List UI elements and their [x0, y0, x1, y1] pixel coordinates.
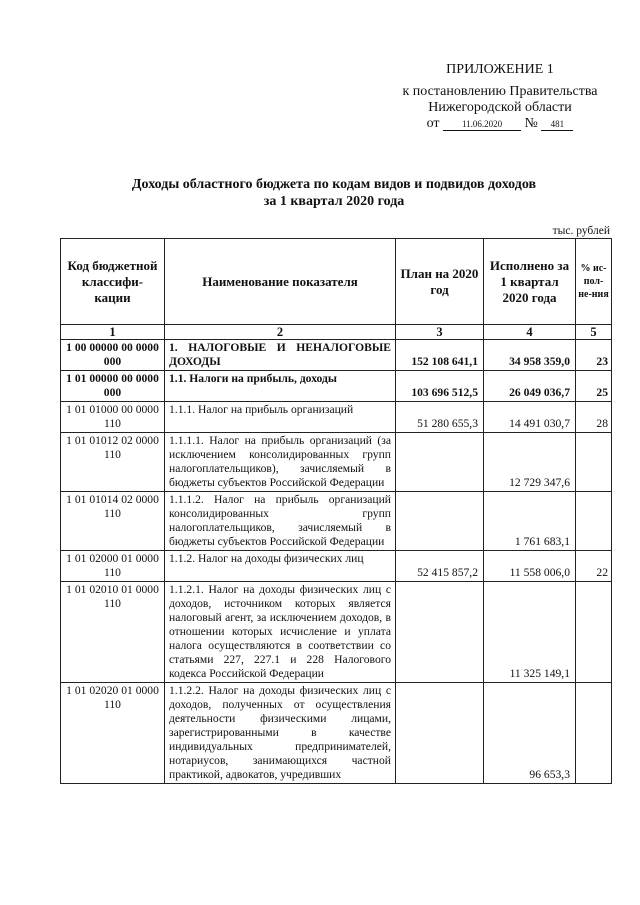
row-pct: 28	[576, 402, 612, 433]
row-exec: 96 653,3	[484, 683, 576, 784]
row-code: 1 01 01012 02 0000 110	[61, 433, 165, 492]
row-code: 1 01 01014 02 0000 110	[61, 492, 165, 551]
header-plan: План на 2020 год	[396, 239, 484, 325]
row-code: 1 00 00000 00 0000 000	[61, 340, 165, 371]
document-title-line1: Доходы областного бюджета по кодам видов и подвидов доходов	[131, 177, 537, 192]
row-name: 1.1.1. Налог на прибыль организаций	[165, 402, 396, 433]
row-name: 1. НАЛОГОВЫЕ И НЕНАЛОГОВЫЕ ДОХОДЫ	[165, 340, 396, 371]
table-row	[61, 402, 612, 433]
row-plan: 152 108 641,1	[396, 340, 484, 371]
row-pct: 25	[576, 371, 612, 402]
date-prefix: от	[426, 116, 440, 131]
row-exec: 11 325 149,1	[484, 582, 576, 683]
revenue-table	[60, 238, 612, 784]
table-row	[61, 683, 612, 784]
row-plan	[396, 433, 484, 492]
table-row	[61, 340, 612, 371]
row-pct: 23	[576, 340, 612, 371]
column-number: 1	[61, 325, 165, 340]
row-pct	[576, 683, 612, 784]
row-name: 1.1.1.2. Налог на прибыль организаций консолидированных групп налогоплательщиков, зачисляемый в бюджеты субъектов Российской Федерации	[165, 492, 396, 551]
row-plan	[396, 492, 484, 551]
row-plan: 51 280 655,3	[396, 402, 484, 433]
table-row	[61, 582, 612, 683]
row-pct: 22	[576, 551, 612, 582]
table-row	[61, 433, 612, 492]
annex-decree-line: к постановлению Правительства	[402, 84, 598, 99]
row-plan	[396, 582, 484, 683]
row-exec: 12 729 347,6	[484, 433, 576, 492]
row-name: 1.1.2.1. Налог на доходы физических лиц с доходов, источником которых является налоговый агент, за исключением доходов, в отношении которых исчисление и уплата налога осуществляются в соответствии со статьями 227, 227.1 и 228 Налогового кодекса Российской Федерации	[165, 582, 396, 683]
row-code: 1 01 00000 00 0000 000	[61, 371, 165, 402]
row-name: 1.1.2.2. Налог на доходы физических лиц с доходов, полученных от осуществления деятельности физическими лицами, зарегистрированными в качестве индивидуальных предпринимателей, нотариусов, занимающихся частной практикой, адвокатов, учредивших	[165, 683, 396, 784]
row-plan: 52 415 857,2	[396, 551, 484, 582]
decree-date: 11.06.2020	[443, 119, 521, 131]
row-exec: 34 958 359,0	[484, 340, 576, 371]
row-exec: 14 491 030,7	[484, 402, 576, 433]
row-code: 1 01 02010 01 0000 110	[61, 582, 165, 683]
row-name: 1.1.2. Налог на доходы физических лиц	[165, 551, 396, 582]
row-plan: 103 696 512,5	[396, 371, 484, 402]
row-exec: 1 761 683,1	[484, 492, 576, 551]
column-number: 5	[576, 325, 612, 340]
table-row	[61, 371, 612, 402]
header-pct: % ис-пол-не-ния	[576, 239, 612, 325]
annex-block	[380, 62, 620, 132]
row-exec: 11 558 006,0	[484, 551, 576, 582]
document-title-line2: за 1 квартал 2020 года	[263, 194, 405, 209]
units-label: тыс. рублей	[552, 225, 610, 237]
header-code: Код бюджетной классифи-кации	[61, 239, 165, 325]
column-number: 4	[484, 325, 576, 340]
annex-title: ПРИЛОЖЕНИЕ 1	[446, 62, 554, 77]
annex-date-line	[380, 116, 620, 132]
row-pct	[576, 582, 612, 683]
table-header-row	[61, 239, 612, 325]
table-row	[61, 551, 612, 582]
decree-number: 481	[541, 119, 573, 131]
row-name: 1.1. Налоги на прибыль, доходы	[165, 371, 396, 402]
table-row	[61, 492, 612, 551]
row-code: 1 01 02000 01 0000 110	[61, 551, 165, 582]
annex-region-line: Нижегородской области	[428, 100, 572, 115]
row-code: 1 01 02020 01 0000 110	[61, 683, 165, 784]
row-plan	[396, 683, 484, 784]
row-code: 1 01 01000 00 0000 110	[61, 402, 165, 433]
header-exec: Исполнено за 1 квартал 2020 года	[484, 239, 576, 325]
column-number-row	[61, 325, 612, 340]
column-number: 2	[165, 325, 396, 340]
column-number: 3	[396, 325, 484, 340]
document-title	[60, 176, 608, 210]
row-name: 1.1.1.1. Налог на прибыль организаций (за исключением консолидированных групп налогоплательщиков), зачисляемый в бюджеты субъектов Российской Федерации	[165, 433, 396, 492]
row-pct	[576, 492, 612, 551]
header-name: Наименование показателя	[165, 239, 396, 325]
number-label: №	[524, 116, 538, 131]
row-exec: 26 049 036,7	[484, 371, 576, 402]
row-pct	[576, 433, 612, 492]
